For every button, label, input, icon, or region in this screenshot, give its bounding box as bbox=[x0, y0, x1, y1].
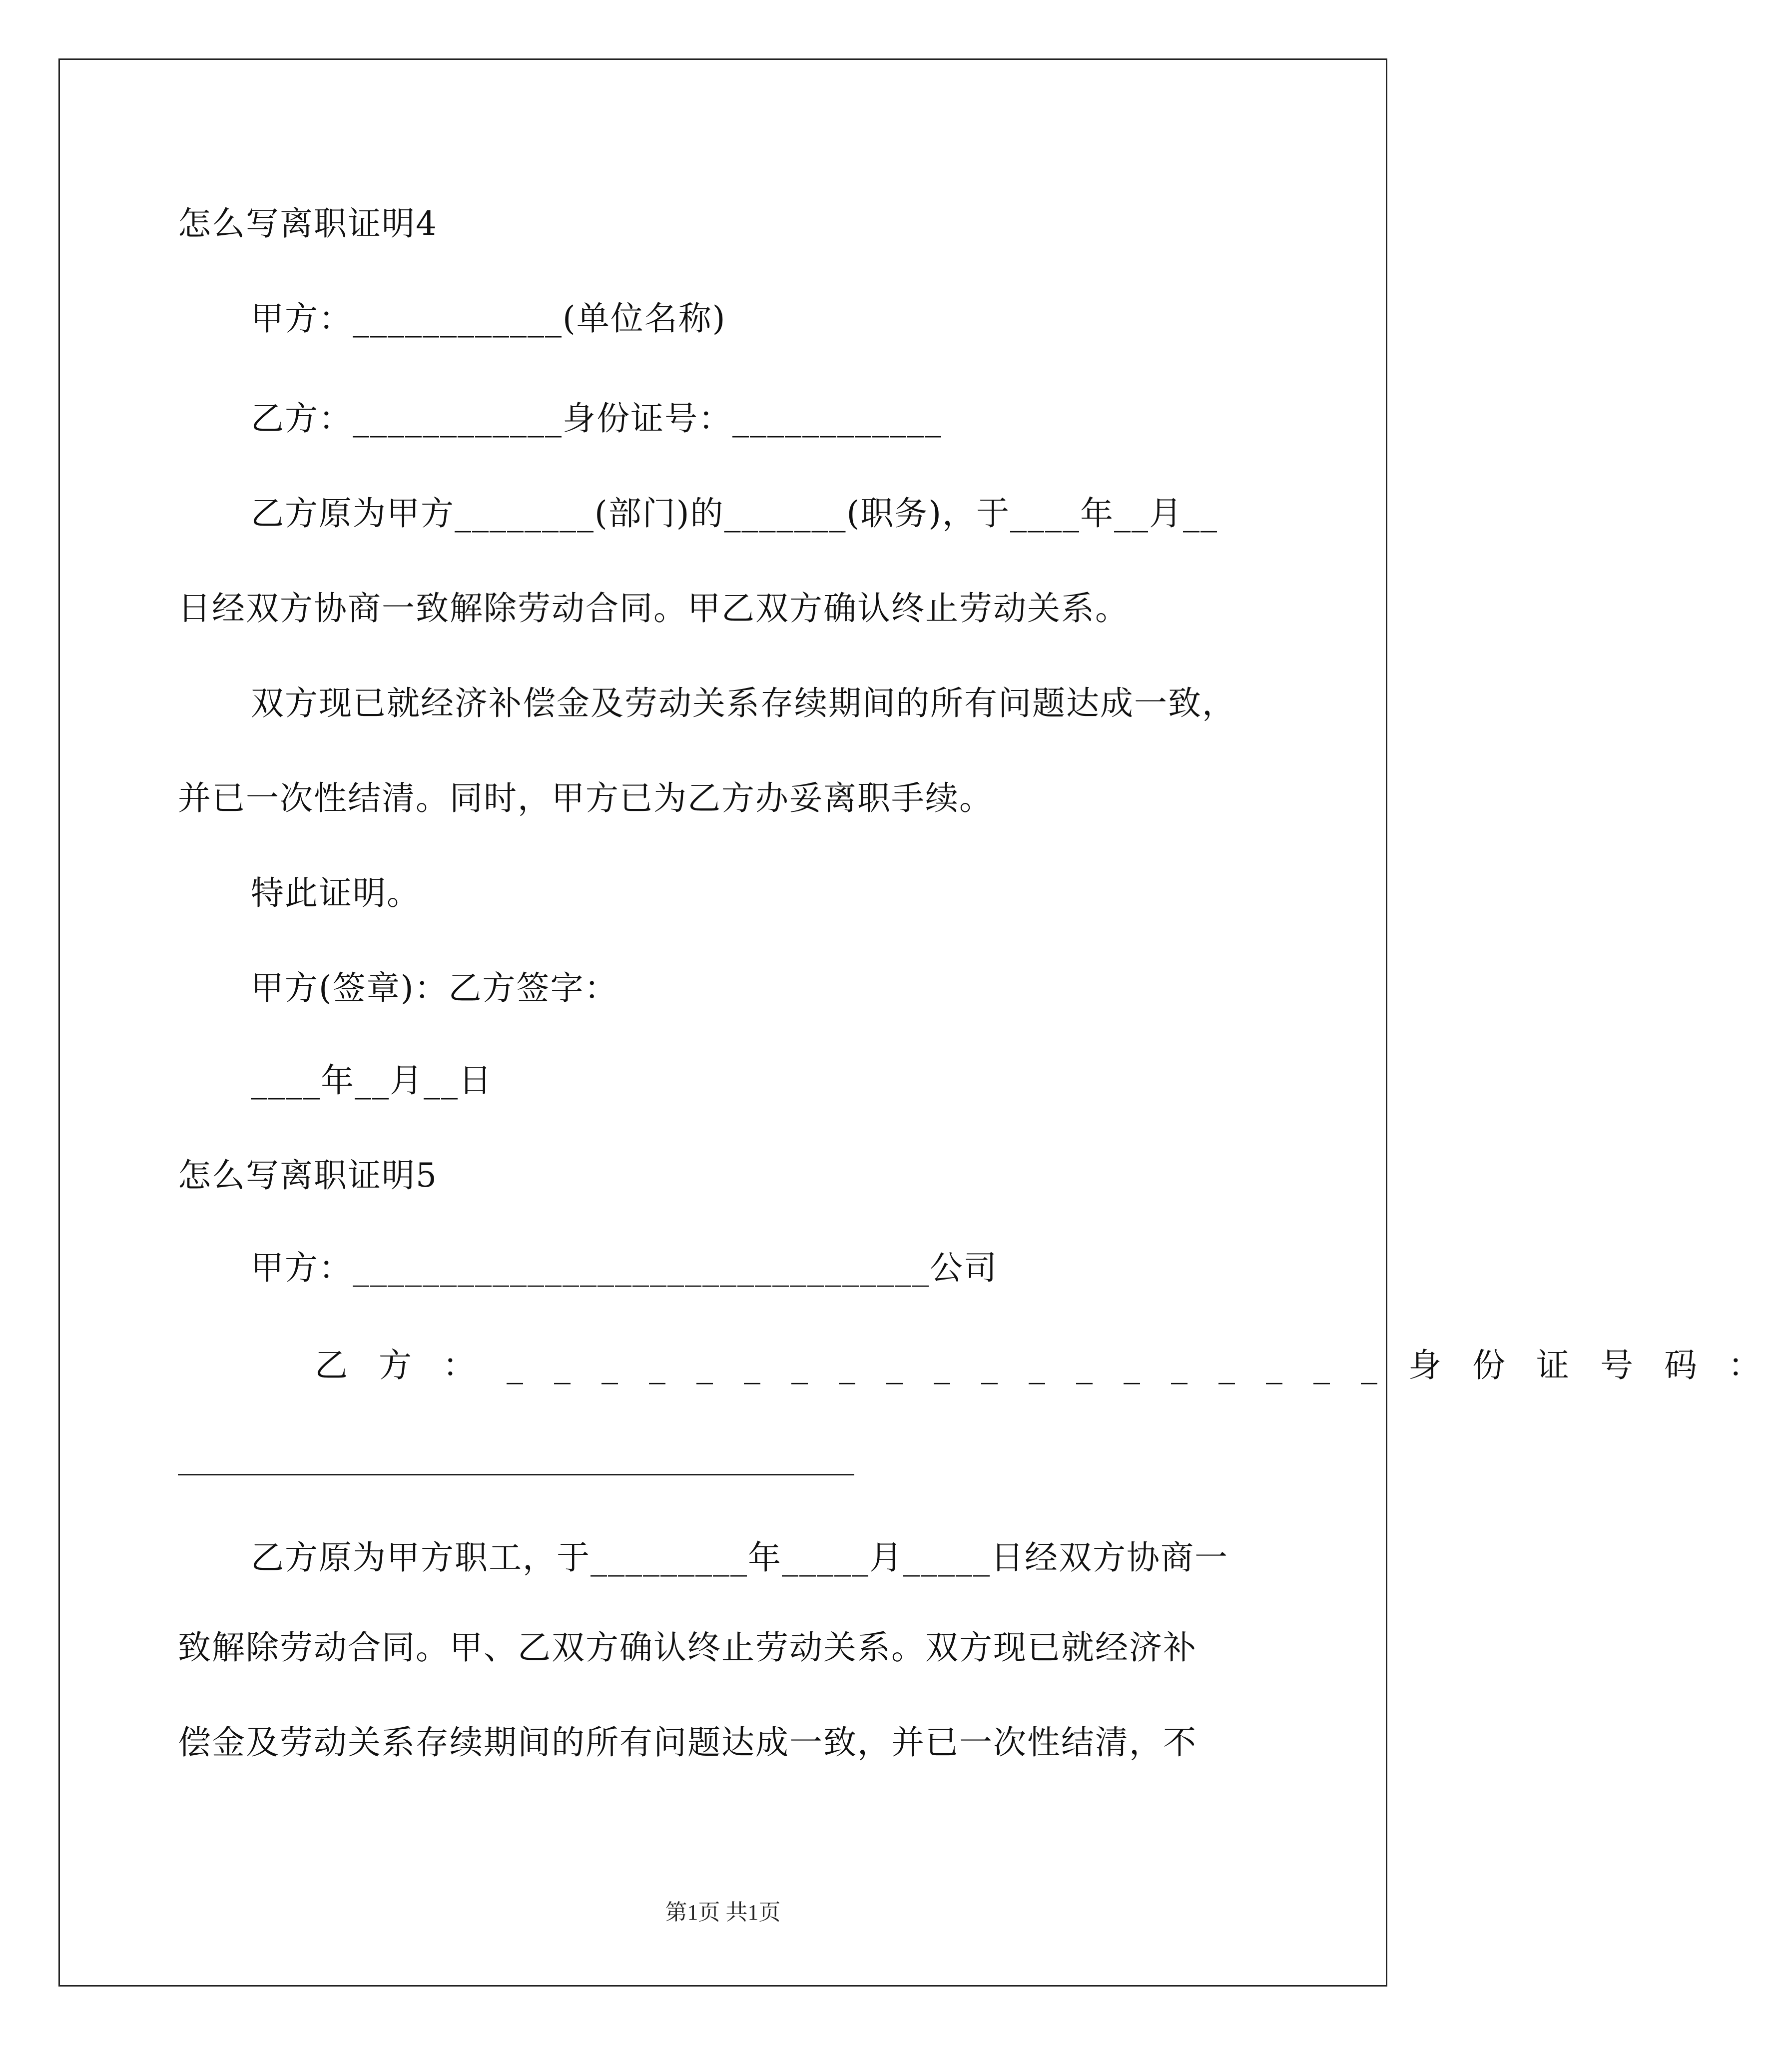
body-paragraph-line: 日经双方协商一致解除劳动合同。甲乙双方确认终止劳动关系。 bbox=[178, 589, 1129, 628]
body-paragraph-line: 并已一次性结清。同时，甲方已为乙方办妥离职手续。 bbox=[178, 779, 993, 817]
party-a-company-line: 甲方：_________________________________公司 bbox=[251, 1249, 998, 1287]
page-footer: 第1页 共1页 bbox=[665, 1900, 781, 1925]
signature-line: 甲方(签章)：乙方签字： bbox=[251, 969, 618, 1007]
date-line: ____年__月__日 bbox=[251, 1061, 493, 1100]
body-paragraph-line: 双方现已就经济补偿金及劳动关系存续期间的所有问题达成一致， bbox=[251, 684, 1236, 722]
body-paragraph-line: 乙方原为甲方________(部门)的_______(职务)，于____年__月__ bbox=[251, 494, 1218, 533]
body-paragraph-line: 乙方原为甲方职工，于_________年_____月_____日经双方协商一 bbox=[251, 1538, 1228, 1577]
body-paragraph-line: 偿金及劳动关系存续期间的所有问题达成一致，并已一次性结清，不 bbox=[178, 1723, 1197, 1762]
party-b-line: 乙方：____________身份证号：____________ bbox=[251, 399, 942, 438]
section-title-5: 怎么写离职证明5 bbox=[178, 1156, 438, 1195]
page-border bbox=[58, 58, 1387, 1987]
party-a-line: 甲方：____________(单位名称) bbox=[251, 299, 726, 338]
id-number-blank bbox=[178, 1474, 854, 1475]
body-paragraph-line: 致解除劳动合同。甲、乙双方确认终止劳动关系。双方现已就经济补 bbox=[178, 1628, 1197, 1667]
section-title-4: 怎么写离职证明4 bbox=[178, 204, 438, 243]
party-b-id-line: 乙方：___________________身份证号码： bbox=[315, 1346, 1792, 1384]
certification-statement: 特此证明。 bbox=[251, 874, 421, 912]
